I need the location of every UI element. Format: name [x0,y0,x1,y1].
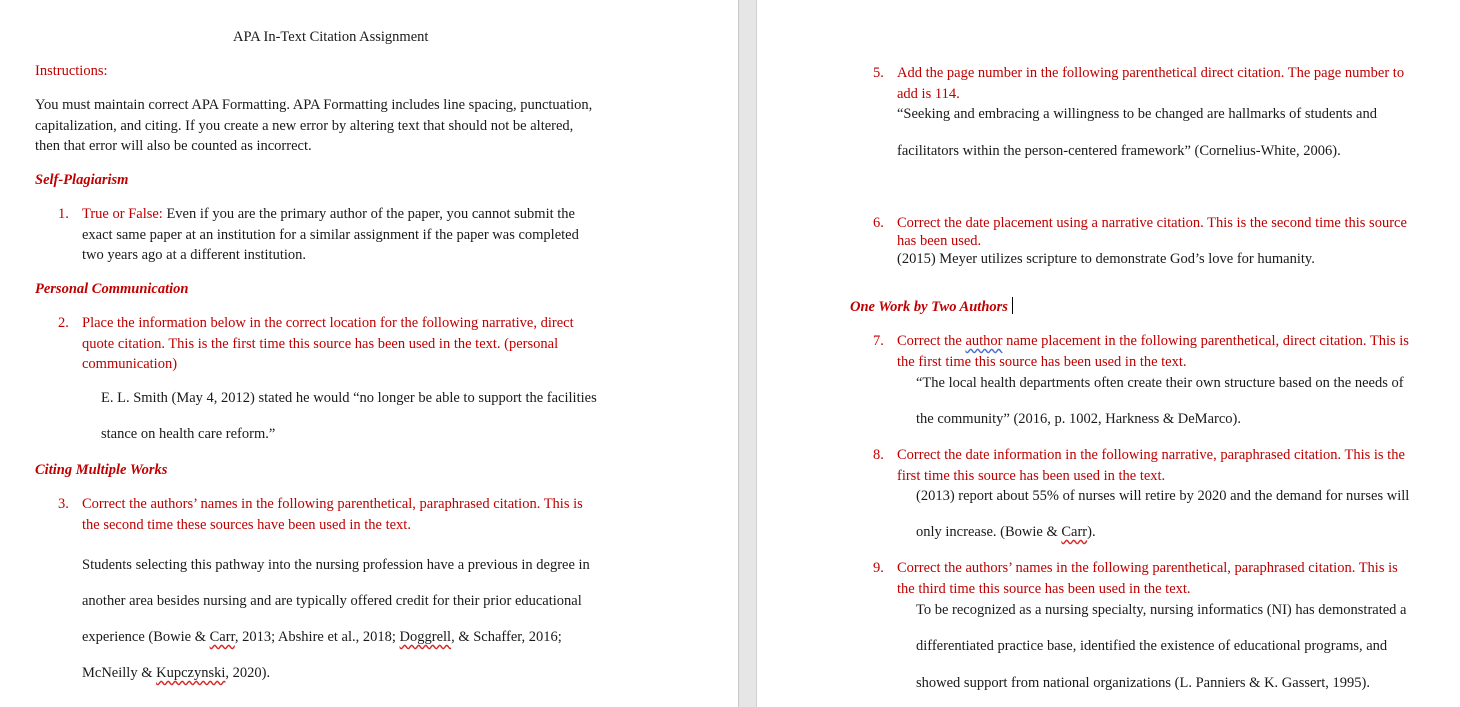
document-title: APA In-Text Citation Assignment [233,29,429,45]
question-6-line: Correct the date placement using a narrative citation. This is the second time this source [897,215,1407,231]
question-3-text: McNeilly & Kupczynski, 2020). [82,665,271,681]
question-3-line: Correct the authors’ names in the following parenthetical, paraphrased citation. This is [82,496,583,512]
question-7-line: the first time this source has been used in the text. [897,354,1187,370]
question-5-line: add is 114. [897,86,960,102]
spelling-error[interactable]: Carr [1061,524,1088,540]
text-cursor [1012,297,1013,314]
question-3-text: experience (Bowie & Carr, 2013; Abshire et al., 2018; Doggrell, & Schaffer, 2016; [82,629,562,645]
instructions-line: then that error will also be counted as incorrect. [35,138,312,154]
instructions-line: capitalization, and citing. If you create a new error by altering text that should not be altered, [35,118,574,134]
section-heading-self-plagiarism: Self-Plagiarism [35,172,129,188]
question-number: 6. [873,215,884,231]
question-number: 5. [873,65,884,81]
question-8-text: only increase. (Bowie & Carr). [916,524,1096,540]
spelling-error[interactable]: Kupczynski [156,665,226,681]
section-heading-multiple-works: Citing Multiple Works [35,462,168,478]
question-9-text: differentiated practice base, identified the existence of educational programs, and [916,638,1388,654]
question-number: 2. [58,315,69,331]
instructions-label: Instructions: [35,63,108,79]
question-6-text: (2015) Meyer utilizes scripture to demonstrate God’s love for humanity. [897,251,1315,267]
page-gutter [738,0,757,707]
question-1-line: True or False: Even if you are the primary author of the paper, you cannot submit the [82,206,575,222]
question-9-line: Correct the authors’ names in the following parenthetical, paraphrased citation. This is [897,560,1398,576]
question-8-text: (2013) report about 55% of nurses will retire by 2020 and the demand for nurses will [916,488,1410,504]
question-2-line: Place the information below in the correct location for the following narrative, direct [82,315,574,331]
question-7-line: Correct the author name placement in the following parenthetical, direct citation. This is [897,333,1409,349]
grammar-flag[interactable]: author [965,333,1003,349]
spelling-error[interactable]: Carr [209,629,235,645]
question-7-text: “The local health departments often create their own structure based on the needs of [916,375,1404,391]
spelling-error[interactable]: Doggrell [399,629,452,645]
question-number: 7. [873,333,884,349]
question-9-text: showed support from national organizations (L. Panniers & K. Gassert, 1995). [916,675,1370,691]
question-number: 3. [58,496,69,512]
question-1-line: two years ago at a different institution. [82,247,307,263]
question-2-text: E. L. Smith (May 4, 2012) stated he would “no longer be able to support the facilities [101,390,597,406]
question-9-line: the third time this source has been used in the text. [897,581,1191,597]
question-5-text: facilitators within the person-centered framework” (Cornelius-White, 2006). [897,143,1341,159]
question-2-line: quote citation. This is the first time this source has been used in the text. (personal [82,336,559,352]
question-number: 8. [873,447,884,463]
question-8-line: first time this source has been used in the text. [897,468,1166,484]
section-heading-personal-communication: Personal Communication [35,281,189,297]
question-2-text: stance on health care reform.” [101,426,276,442]
question-1-line: exact same paper at an institution for a similar assignment if the paper was completed [82,227,579,243]
question-number: 9. [873,560,884,576]
question-5-line: Add the page number in the following parenthetical direct citation. The page number to [897,65,1405,81]
question-3-text: another area besides nursing and are typically offered credit for their prior educational [82,593,582,609]
question-2-line: communication) [82,356,178,372]
instructions-line: You must maintain correct APA Formatting. APA Formatting includes line spacing, punctuation, [35,97,593,113]
true-false-label: True or False: [82,206,163,222]
question-8-line: Correct the date information in the following narrative, paraphrased citation. This is the [897,447,1405,463]
question-3-text: Students selecting this pathway into the nursing profession have a previous in degree in [82,557,590,573]
question-9-text: To be recognized as a nursing specialty, nursing informatics (NI) has demonstrated a [916,602,1407,618]
question-number: 1. [58,206,69,222]
section-heading-two-authors: One Work by Two Authors [850,297,1013,317]
document-page-right[interactable] [757,0,1460,707]
question-7-text: the community” (2016, p. 1002, Harkness & DeMarco). [916,411,1241,427]
question-5-text: “Seeking and embracing a willingness to be changed are hallmarks of students and [897,106,1377,122]
question-6-line: has been used. [897,233,982,249]
question-3-line: the second time these sources have been used in the text. [82,517,411,533]
